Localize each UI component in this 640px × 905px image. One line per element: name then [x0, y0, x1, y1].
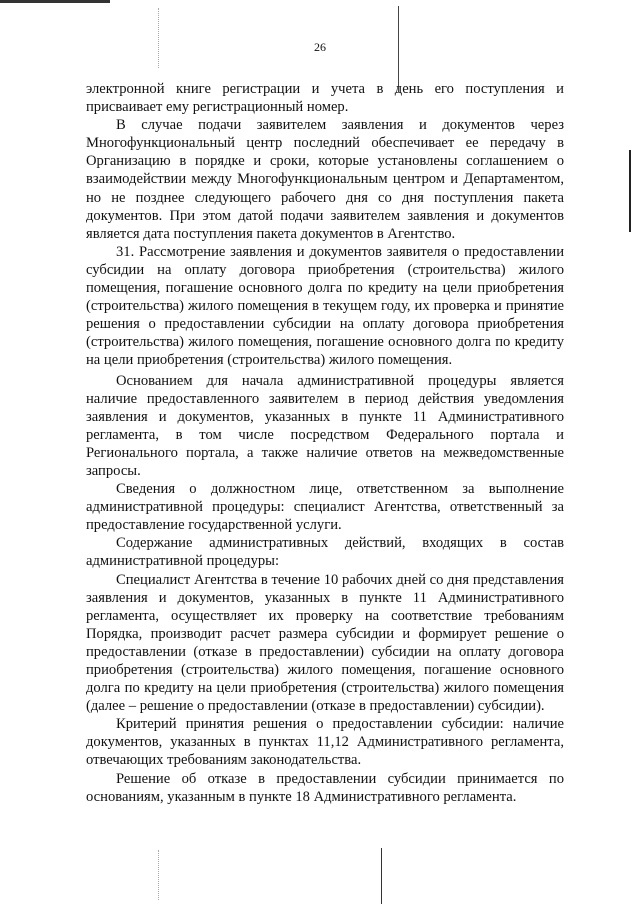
- paragraph: 31. Рассмотрение заявления и документов заявителя о предоставлении субсидии на оплату договора приобретения (строительства) жилого помещения, погашение основного долга по кредиту на цели приобретения (строительства) жилого помещения в текущем году, их проверка и принятие решения о предоставлении субсидии на оплату договора приобретения (строительства) жилого помещения, погашение основного долга по кредиту на цели приобретения (строительства) жилого помещения.: [86, 243, 564, 369]
- scan-edge-mark: [629, 150, 631, 232]
- paragraph: Специалист Агентства в течение 10 рабочих дней со дня представления заявления и документов, указанных в пункте 11 Административного регламента, осуществляет их проверку на соответствие требованиям Порядка, производит расчет размера субсидии и формирует решение о предоставлении (отказе в предоставлении) субсидии на оплату договора приобретения (строительства) жилого помещения, погашение основного долга по кредиту на цели приобретения (строительства) жилого помещения (далее – решение о предоставлении (отказе в предоставлении) субсидии).: [86, 571, 564, 715]
- scan-edge-mark: [0, 0, 110, 3]
- paragraph: В случае подачи заявителем заявления и документов через Многофункциональный центр последний обеспечивает ее передачу в Организацию в порядке и сроки, которые установлены соглашением о взаимодействии между Многофункциональным центром и Департаментом, но не позднее следующего рабочего дня со дня поступления пакета документов. При этом датой подачи заявителем заявления и документов является дата поступления пакета документов в Агентство.: [86, 117, 564, 242]
- document-body: [86, 80, 564, 806]
- scan-noise: [158, 850, 160, 900]
- scan-noise: [158, 8, 160, 68]
- page-number: 26: [314, 40, 326, 54]
- paragraph: Критерий принятия решения о предоставлении субсидии: наличие документов, указанных в пунктах 11,12 Административного регламента, отвечающих требованиям законодательства.: [86, 716, 564, 769]
- scan-fold-line: [381, 848, 382, 904]
- paragraph: Сведения о должностном лице, ответственном за выполнение административной процедуры: специалист Агентства, ответственный за предоставление государственной услуги.: [86, 481, 564, 534]
- paragraph: Основанием для начала административной процедуры является наличие предоставленного заявителем в период действия уведомления заявления и документов, указанных в пункте 11 Административного регламента, в том числе посредством Федерального портала и Регионального портала, а также наличие ответов на межведомственные запросы.: [86, 372, 564, 479]
- paragraph: электронной книге регистрации и учета в день его поступления и присваивает ему регистрационный номер.: [86, 81, 564, 116]
- paragraph: Решение об отказе в предоставлении субсидии принимается по основаниям, указанным в пункте 18 Административного регламента.: [86, 770, 564, 805]
- paragraph: Содержание административных действий, входящих в состав административной процедуры:: [86, 535, 564, 570]
